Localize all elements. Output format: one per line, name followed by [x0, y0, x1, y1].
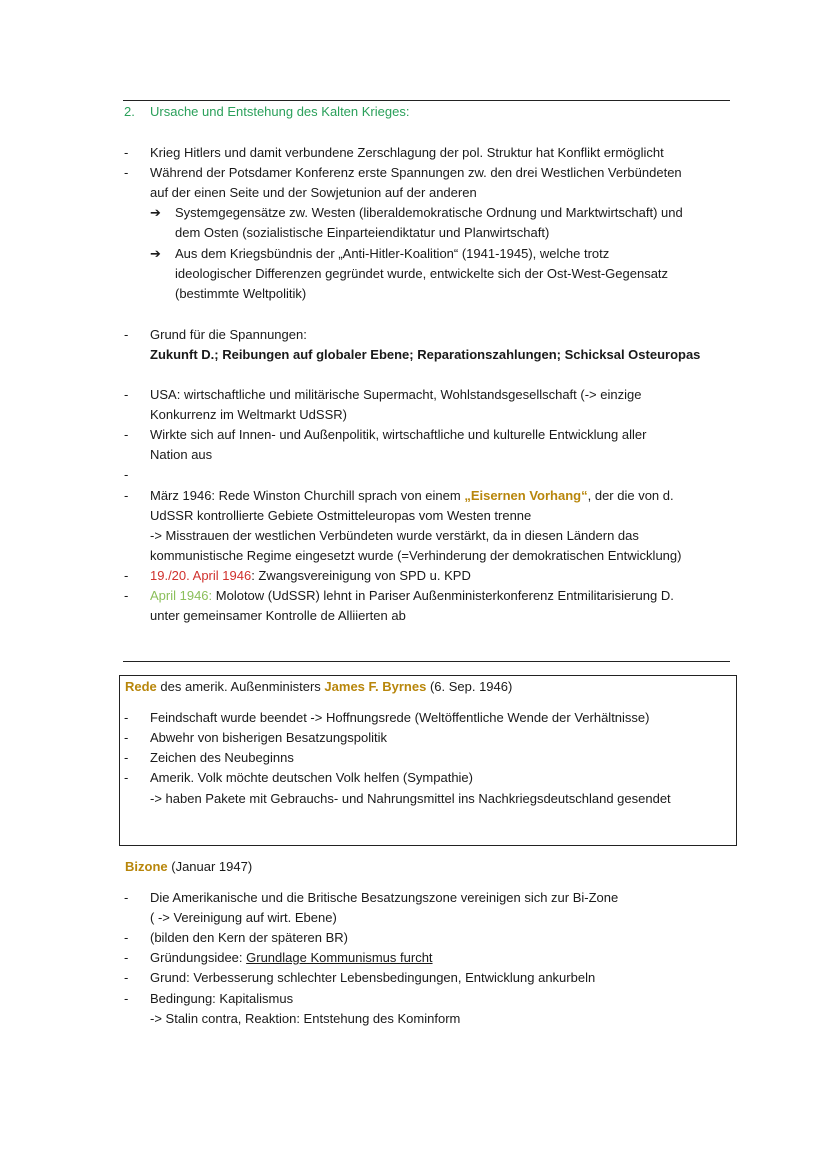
text-span: Molotow (UdSSR) lehnt in Pariser Außenministerkonferenz Entmilitarisierung D.: [212, 588, 674, 603]
arrow-text: Systemgegensätze zw. Westen (liberaldemokratische Ordnung und Marktwirtschaft) und: [175, 205, 683, 220]
bullet-text: [150, 586, 674, 606]
date-green: April 1946:: [150, 588, 213, 603]
section-title: Ursache und Entstehung des Kalten Krieges:: [150, 104, 410, 119]
bullet-dash: -: [124, 568, 129, 583]
text-span: März 1946: Rede Winston Churchill sprach von einem: [150, 488, 465, 503]
arrow-text: Aus dem Kriegsbündnis der „Anti-Hitler-Koalition“ (1941-1945), welche trotz: [175, 246, 610, 261]
bizone-label: Bizone: [125, 859, 168, 874]
bullet-text: kommunistische Regime eingesetzt wurde (=Verhinderung der demokratischen Entwicklung): [150, 548, 682, 563]
bullet-dash: -: [124, 770, 129, 785]
bullet-text: Krieg Hitlers und damit verbundene Zerschlagung der pol. Struktur hat Konflikt ermöglicht: [150, 145, 664, 160]
bullet-dash: -: [124, 467, 129, 482]
bullet-dash: -: [124, 327, 129, 342]
underlined-text: Grundlage Kommunismus furcht: [246, 950, 433, 965]
bullet-text: [150, 566, 471, 586]
bullet-text: Zeichen des Neubeginns: [150, 750, 294, 765]
bullet-text: (bilden den Kern der späteren BR): [150, 930, 349, 945]
bullet-text: Während der Potsdamer Konferenz erste Spannungen zw. den drei Westlichen Verbündeten: [150, 165, 682, 180]
byrnes-name: James F. Byrnes: [324, 679, 427, 694]
highlight-eiserner-vorhang: „Eisernen Vorhang“: [464, 488, 588, 503]
bullet-text: [150, 948, 433, 968]
bizone-heading: [125, 857, 252, 877]
bullet-dash: -: [124, 427, 129, 442]
bullet-text: Grund für die Spannungen:: [150, 327, 307, 342]
text-span: (Januar 1947): [167, 859, 253, 874]
bullet-text: Nation aus: [150, 447, 213, 462]
bullet-text: Wirkte sich auf Innen- und Außenpolitik, wirtschaftliche und kulturelle Entwicklung aller: [150, 427, 647, 442]
bullet-text-bold: Zukunft D.; Reibungen auf globaler Ebene; Reparationszahlungen; Schicksal Osteuropas: [150, 347, 701, 362]
bullet-dash: -: [124, 387, 129, 402]
rede-heading: [125, 677, 512, 697]
arrow-right-icon: ➔: [150, 205, 161, 220]
bullet-dash: -: [124, 890, 129, 905]
arrow-text: dem Osten (sozialistische Einparteiendiktatur und Planwirtschaft): [175, 225, 550, 240]
bullet-dash: -: [124, 991, 129, 1006]
bullet-dash: -: [124, 750, 129, 765]
bullet-dash: -: [124, 710, 129, 725]
text-span: Gründungsidee:: [150, 950, 247, 965]
bullet-dash: -: [124, 165, 129, 180]
bullet-text: Bedingung: Kapitalismus: [150, 991, 294, 1006]
bullet-text: unter gemeinsamer Kontrolle de Alliierten ab: [150, 608, 406, 623]
bullet-text: UdSSR kontrollierte Gebiete Ostmitteleuropas vom Westen trenne: [150, 508, 532, 523]
bullet-text: -> haben Pakete mit Gebrauchs- und Nahrungsmittel ins Nachkriegsdeutschland gesendet: [150, 791, 671, 806]
text-span: des amerik. Außenministers: [156, 679, 325, 694]
bullet-text: ( -> Vereinigung auf wirt. Ebene): [150, 910, 337, 925]
bullet-text: [150, 486, 674, 506]
text-span: : Zwangsvereinigung von SPD u. KPD: [251, 568, 471, 583]
bullet-dash: -: [124, 145, 129, 160]
arrow-text: (bestimmte Weltpolitik): [175, 286, 307, 301]
bullet-dash: -: [124, 588, 129, 603]
bullet-text: USA: wirtschaftliche und militärische Supermacht, Wohlstandsgesellschaft (-> einzige: [150, 387, 642, 402]
bullet-dash: -: [124, 730, 129, 745]
bullet-text: Konkurrenz im Weltmarkt UdSSR): [150, 407, 347, 422]
bullet-text: Grund: Verbesserung schlechter Lebensbedingungen, Entwicklung ankurbeln: [150, 970, 596, 985]
bullet-dash: -: [124, 950, 129, 965]
top-divider: [123, 100, 730, 101]
bullet-dash: -: [124, 970, 129, 985]
bullet-text: Amerik. Volk möchte deutschen Volk helfen (Sympathie): [150, 770, 473, 785]
rede-label: Rede: [125, 679, 157, 694]
text-span: (6. Sep. 1946): [426, 679, 513, 694]
bullet-dash: -: [124, 930, 129, 945]
bullet-text: Feindschaft wurde beendet -> Hoffnungsrede (Weltöffentliche Wende der Verhältnisse): [150, 710, 650, 725]
section-number: 2.: [124, 104, 135, 119]
text-span: , der die von d.: [587, 488, 674, 503]
middle-divider: [123, 661, 730, 662]
bullet-text: -> Misstrauen der westlichen Verbündeten wurde verstärkt, da in diesen Ländern das: [150, 528, 639, 543]
bullet-text: Die Amerikanische und die Britische Besatzungszone vereinigen sich zur Bi-Zone: [150, 890, 619, 905]
date-red: 19./20. April 1946: [150, 568, 252, 583]
arrow-text: ideologischer Differenzen gegründet wurde, entwickelte sich der Ost-West-Gegensatz: [175, 266, 669, 281]
arrow-right-icon: ➔: [150, 246, 161, 261]
bullet-dash: -: [124, 488, 129, 503]
bullet-text: -> Stalin contra, Reaktion: Entstehung des Kominform: [150, 1011, 461, 1026]
bullet-text: auf der einen Seite und der Sowjetunion auf der anderen: [150, 185, 477, 200]
bullet-text: Abwehr von bisherigen Besatzungspolitik: [150, 730, 388, 745]
